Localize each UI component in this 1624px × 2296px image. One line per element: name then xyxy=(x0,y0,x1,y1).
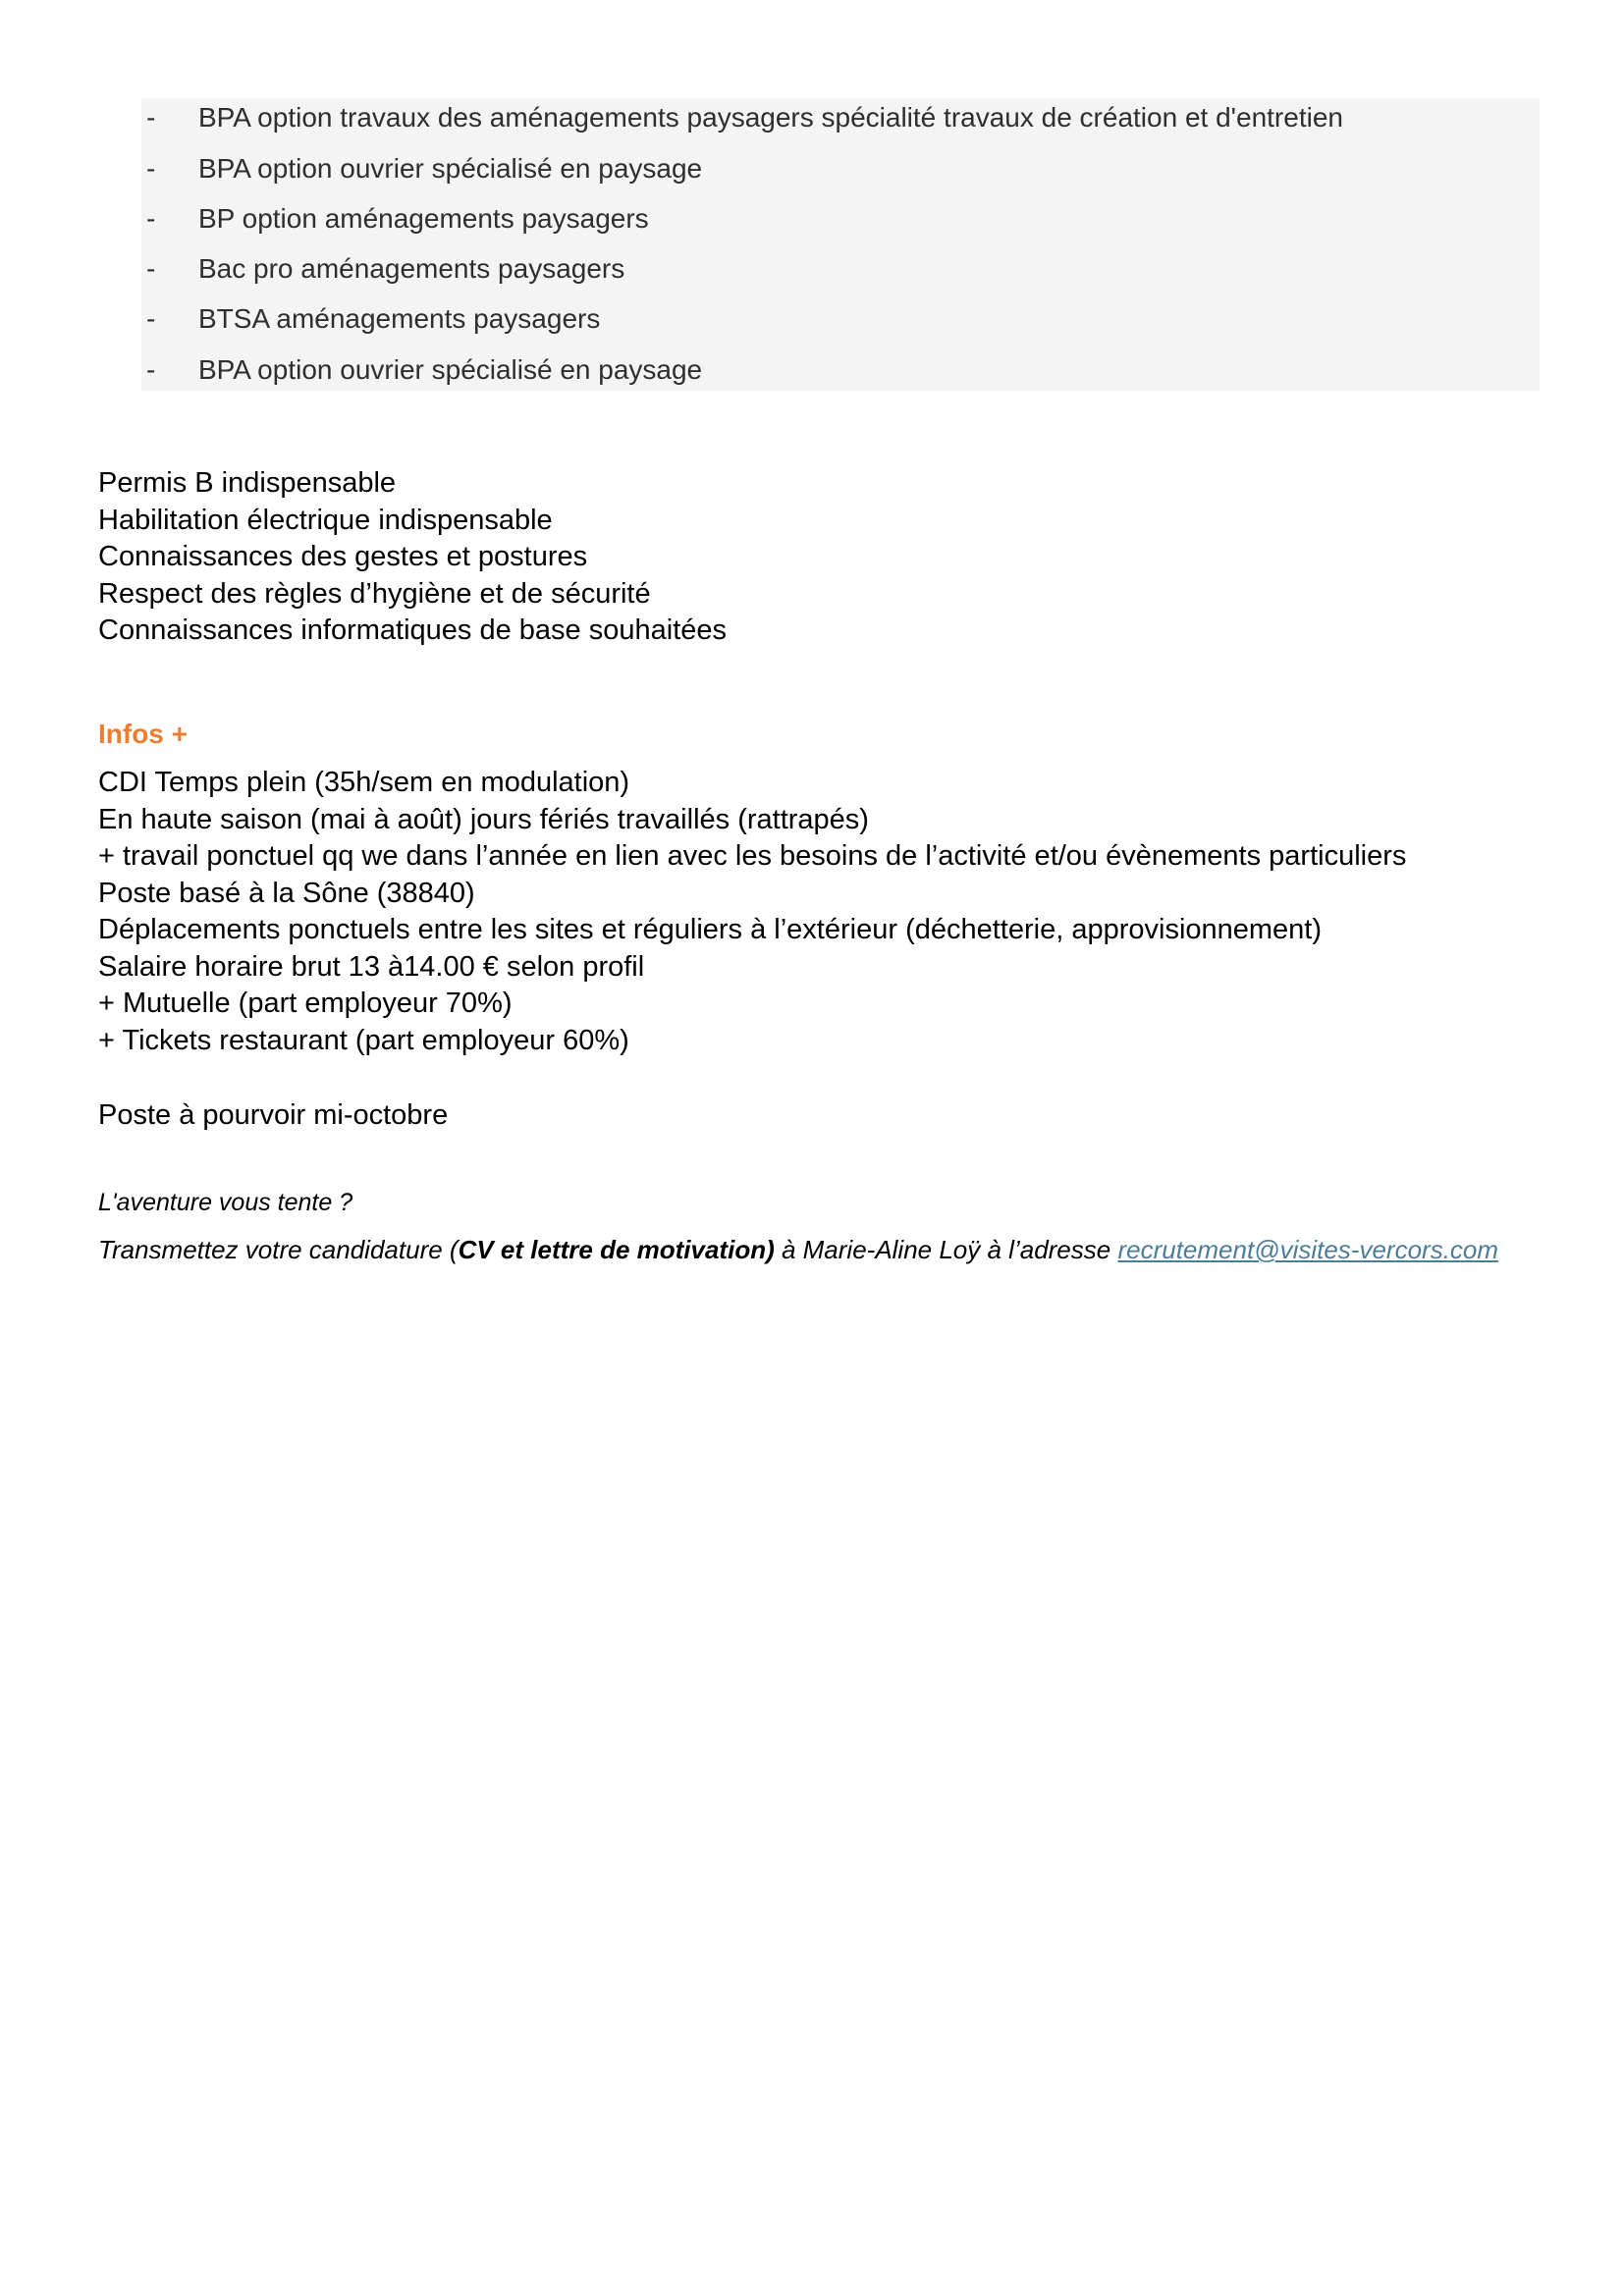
info-line: CDI Temps plein (35h/sem en modulation) xyxy=(98,767,630,798)
diploma-item xyxy=(141,199,1536,239)
requirement-item: Permis B indispensable xyxy=(98,467,397,499)
list-dash: - xyxy=(146,354,156,385)
list-dash: - xyxy=(146,203,156,234)
list-dash: - xyxy=(146,253,156,284)
diploma-item xyxy=(141,149,1536,188)
diploma-item xyxy=(141,98,1536,137)
diploma-item xyxy=(141,299,1536,339)
info-line: + Mutuelle (part employeur 70%) xyxy=(98,988,513,1019)
requirements-list xyxy=(98,465,727,650)
diploma-text: Bac pro aménagements paysagers xyxy=(198,253,625,284)
diploma-text: BP option aménagements paysagers xyxy=(198,203,649,234)
diploma-text: BPA option ouvrier spécialisé en paysage xyxy=(198,354,703,385)
infos-heading: Infos + xyxy=(98,719,189,749)
requirement-item: Connaissances informatiques de base souhaitées xyxy=(98,614,728,646)
requirement-item: Habilitation électrique indispensable xyxy=(98,504,553,536)
application-instructions xyxy=(98,1233,1498,1266)
diploma-list xyxy=(141,98,1540,391)
info-line: Salaire horaire brut 13 à14.00 € selon profil xyxy=(98,950,645,983)
diploma-text: BPA option ouvrier spécialisé en paysage xyxy=(198,153,703,184)
requirement-item: Connaissances des gestes et postures xyxy=(98,541,588,572)
application-prefix: Transmettez votre candidature ( xyxy=(98,1235,459,1264)
info-line: Déplacements ponctuels entre les sites et réguliers à l’extérieur (déchetterie, approvisionnement) xyxy=(98,914,1323,945)
diploma-text: BTSA aménagements paysagers xyxy=(198,303,601,334)
diploma-item xyxy=(141,350,1536,390)
application-middle: à Marie-Aline Loÿ à l’adresse xyxy=(774,1235,1118,1264)
list-dash: - xyxy=(146,153,156,184)
email-link[interactable]: recrutement@visites-vercors.com xyxy=(1117,1235,1499,1264)
diploma-item xyxy=(141,249,1536,289)
list-dash: - xyxy=(146,102,156,133)
application-question: L'aventure vous tente ? xyxy=(98,1189,353,1216)
requirement-item: Respect des règles d’hygiène et de sécurité xyxy=(98,577,651,610)
info-line: + travail ponctuel qq we dans l’année en lien avec les besoins de l’activité et/ou évènements particuliers xyxy=(98,840,1407,872)
application-documents: CV et lettre de motivation) xyxy=(458,1235,775,1264)
diploma-text: BPA option travaux des aménagements paysagers spécialité travaux de création et d'entretien xyxy=(198,102,1343,133)
info-line: Poste basé à la Sône (38840) xyxy=(98,877,475,909)
infos-list xyxy=(98,765,1406,1059)
start-date-text: Poste à pourvoir mi-octobre xyxy=(98,1099,449,1131)
info-line: En haute saison (mai à août) jours fériés travaillés (rattrapés) xyxy=(98,803,869,835)
list-dash: - xyxy=(146,303,156,334)
info-line: + Tickets restaurant (part employeur 60%) xyxy=(98,1024,629,1056)
